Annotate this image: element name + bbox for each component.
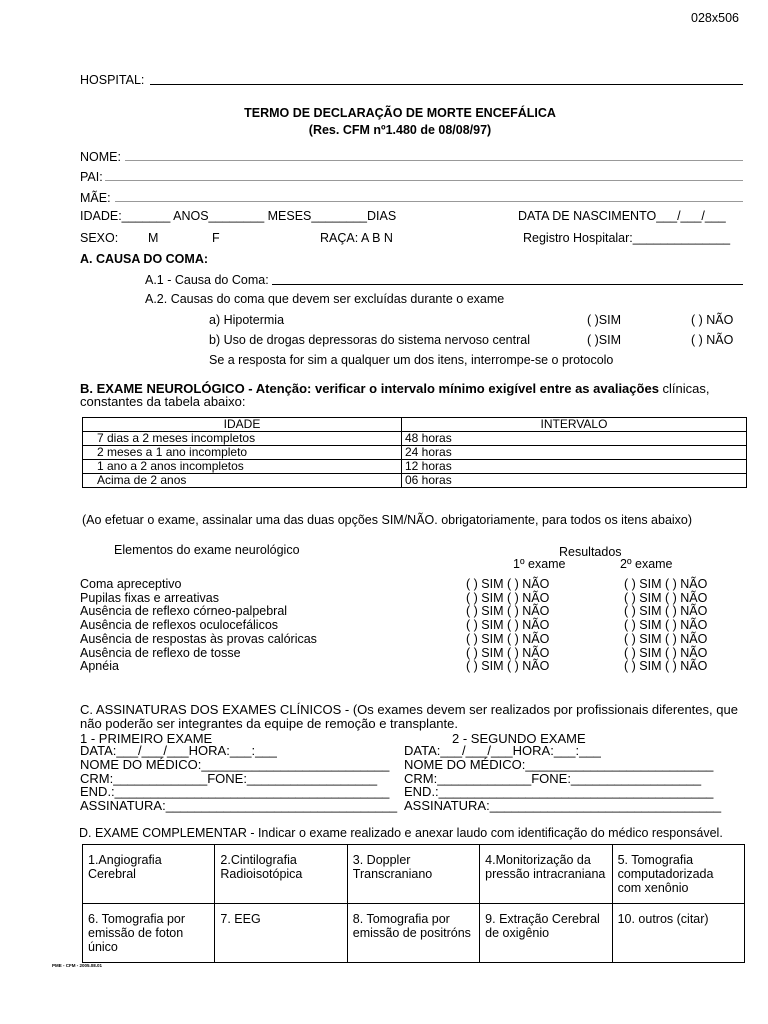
intervalo-cell: 06 horas <box>402 474 747 488</box>
data-nascimento-field[interactable]: DATA DE NASCIMENTO___/___/___ <box>518 209 726 223</box>
table-row <box>83 474 747 488</box>
neuro-item-label: Ausência de reflexo córneo-palpebral <box>80 604 288 619</box>
idade-cell: 2 meses a 1 ano incompleto <box>83 446 402 460</box>
exam2-sim-nao-option[interactable]: ( ) SIM ( ) NÃO <box>624 659 708 674</box>
neuro-item-label: Pupilas fixas e arreativas <box>80 590 219 605</box>
causas-excluidas-label: A.2. Causas do coma que devem ser excluídas durante o exame <box>145 292 505 306</box>
complementary-exams-table <box>82 844 745 963</box>
exam-option-cell[interactable]: 4.Monitorização da pressão intracraniana <box>480 845 612 904</box>
raca-field[interactable]: RAÇA: A B N <box>320 231 393 245</box>
table-row <box>83 460 747 474</box>
second-exam-nome-field[interactable]: NOME DO MÉDICO:__________________________ <box>404 757 714 772</box>
exam2-sim-nao-option[interactable]: ( ) SIM ( ) NÃO <box>624 618 708 633</box>
section-a-heading: A. CAUSA DO COMA: <box>80 252 209 266</box>
hospital-label: HOSPITAL: <box>80 73 145 87</box>
neuro-item-label: Ausência de reflexos oculocefálicos <box>80 618 279 633</box>
document-title: TERMO DE DECLARAÇÃO DE MORTE ENCEFÁLICA <box>244 106 556 120</box>
section-c-heading-line2: não poderão ser integrantes da equipe de remoção e transplante. <box>80 716 458 731</box>
exam-option-cell[interactable]: 1.Angiografia Cerebral <box>83 845 215 904</box>
nome-label: NOME: <box>80 150 121 164</box>
exam2-sim-nao-option[interactable]: ( ) SIM ( ) NÃO <box>624 645 708 660</box>
exam2-header: 2º exame <box>620 557 673 571</box>
exam-option-cell[interactable]: 8. Tomografia por emissão de positróns <box>347 904 479 963</box>
exam2-sim-nao-option[interactable]: ( ) SIM ( ) NÃO <box>624 590 708 605</box>
protocolo-note: Se a resposta for sim a qualquer um dos itens, interrompe-se o protocolo <box>209 353 614 367</box>
registro-hospitalar-field[interactable]: Registro Hospitalar:______________ <box>523 231 731 245</box>
document-subtitle: (Res. CFM nº1.480 de 08/08/97) <box>308 123 492 137</box>
table-row <box>83 432 747 446</box>
exam1-sim-nao-option[interactable]: ( ) SIM ( ) NÃO <box>466 631 550 646</box>
drogas-sim-option[interactable]: ( )SIM <box>587 333 622 347</box>
exam-option-cell[interactable]: 2.Cintilografia Radioisotópica <box>215 845 347 904</box>
first-exam-data-field[interactable]: DATA:___/___/___HORA:___:___ <box>80 743 277 758</box>
first-exam-crm-field[interactable]: CRM:_____________FONE:__________________ <box>80 771 378 786</box>
exam1-header: 1º exame <box>513 557 566 571</box>
idade-field[interactable]: IDADE:_______ ANOS________ MESES________DIAS <box>80 209 397 223</box>
exam2-sim-nao-option[interactable]: ( ) SIM ( ) NÃO <box>624 604 708 619</box>
hospital-field[interactable] <box>150 84 743 85</box>
exam-option-cell[interactable]: 5. Tomografia computadorizada com xenônio <box>612 845 744 904</box>
section-c-heading: C. ASSINATURAS DOS EXAMES CLÍNICOS - (Os exames devem ser realizados por profissionais diferentes, que <box>80 702 738 717</box>
pai-field[interactable] <box>105 180 743 181</box>
mae-label: MÃE: <box>80 191 111 205</box>
causa-coma-field[interactable] <box>272 284 743 285</box>
document-code: 028x506 <box>691 11 739 25</box>
exam-option-cell[interactable]: 10. outros (citar) <box>612 904 744 963</box>
hipotermia-nao-option[interactable]: ( ) NÃO <box>691 313 734 327</box>
second-exam-crm-field[interactable]: CRM:_____________FONE:__________________ <box>404 771 702 786</box>
exam1-sim-nao-option[interactable]: ( ) SIM ( ) NÃO <box>466 645 550 660</box>
idade-cell: 7 dias a 2 meses incompletos <box>83 432 402 446</box>
drogas-nao-option[interactable]: ( ) NÃO <box>691 333 734 347</box>
exam1-sim-nao-option[interactable]: ( ) SIM ( ) NÃO <box>466 590 550 605</box>
exam1-sim-nao-option[interactable]: ( ) SIM ( ) NÃO <box>466 659 550 674</box>
neuro-item-label: Ausência de respostas às provas calóricas <box>80 631 317 646</box>
second-exam-end-field[interactable]: END.:______________________________________ <box>404 784 714 799</box>
second-exam-assinatura-field[interactable]: ASSINATURA:________________________________ <box>404 798 722 813</box>
sexo-f-option[interactable]: F <box>212 231 220 245</box>
exam1-sim-nao-option[interactable]: ( ) SIM ( ) NÃO <box>466 618 550 633</box>
table-row <box>83 446 747 460</box>
exam-option-cell[interactable]: 6. Tomografia por emissão de foton único <box>83 904 215 963</box>
neuro-item-label: Ausência de reflexo de tosse <box>80 645 241 660</box>
exam2-sim-nao-option[interactable]: ( ) SIM ( ) NÃO <box>624 631 708 646</box>
section-b-heading-line2: constantes da tabela abaixo: <box>80 394 246 409</box>
first-exam-end-field[interactable]: END.:______________________________________ <box>80 784 390 799</box>
idade-cell: Acima de 2 anos <box>83 474 402 488</box>
exam-option-cell[interactable]: 3. Doppler Transcraniano <box>347 845 479 904</box>
sexo-m-option[interactable]: M <box>148 231 159 245</box>
intervalo-cell: 24 horas <box>402 446 747 460</box>
exam-option-cell[interactable]: 9. Extração Cerebral de oxigênio <box>480 904 612 963</box>
intervalo-header: INTERVALO <box>402 418 747 432</box>
exam2-sim-nao-option[interactable]: ( ) SIM ( ) NÃO <box>624 577 708 591</box>
sexo-label: SEXO: <box>80 231 119 245</box>
pai-label: PAI: <box>80 170 103 184</box>
elements-header: Elementos do exame neurológico <box>114 543 300 557</box>
nome-field[interactable] <box>125 160 743 161</box>
exam-option-cell[interactable]: 7. EEG <box>215 904 347 963</box>
exam1-sim-nao-option[interactable]: ( ) SIM ( ) NÃO <box>466 577 550 591</box>
exam-instruction: (Ao efetuar o exame, assinalar uma das duas opções SIM/NÃO. obrigatoriamente, para todos os itens abaixo) <box>82 513 693 527</box>
exam1-sim-nao-option[interactable]: ( ) SIM ( ) NÃO <box>466 604 550 619</box>
results-header: Resultados <box>559 545 622 559</box>
first-exam-nome-field[interactable]: NOME DO MÉDICO:__________________________ <box>80 757 390 772</box>
footer-code: PME - CFM - 2005.08.01 <box>52 963 103 968</box>
section-d-heading: D. EXAME COMPLEMENTAR - Indicar o exame realizado e anexar laudo com identificação do médico responsável. <box>79 826 723 840</box>
first-exam-assinatura-field[interactable]: ASSINATURA:________________________________ <box>80 798 398 813</box>
causa-coma-label: A.1 - Causa do Coma: <box>145 273 269 287</box>
neuro-item-label: Coma apreceptivo <box>80 577 182 591</box>
neuro-item-label: Apnéia <box>80 659 119 674</box>
section-b-heading-rest: clínicas, <box>658 381 710 396</box>
mae-field[interactable] <box>115 201 743 202</box>
intervalo-cell: 48 horas <box>402 432 747 446</box>
hipotermia-sim-option[interactable]: ( )SIM <box>587 313 622 327</box>
drogas-label: b) Uso de drogas depressoras do sistema nervoso central <box>209 333 530 347</box>
second-exam-title: 2 - SEGUNDO EXAME <box>452 731 586 746</box>
hipotermia-label: a) Hipotermia <box>209 313 285 327</box>
interval-table <box>82 417 747 488</box>
second-exam-data-field[interactable]: DATA:___/___/___HORA:___:___ <box>404 743 601 758</box>
idade-cell: 1 ano a 2 anos incompletos <box>83 460 402 474</box>
first-exam-title: 1 - PRIMEIRO EXAME <box>80 731 213 746</box>
section-b-heading-bold: B. EXAME NEUROLÓGICO - Atenção: verificar o intervalo mínimo exigível entre as avaliações <box>80 381 659 396</box>
idade-header: IDADE <box>83 418 402 432</box>
intervalo-cell: 12 horas <box>402 460 747 474</box>
